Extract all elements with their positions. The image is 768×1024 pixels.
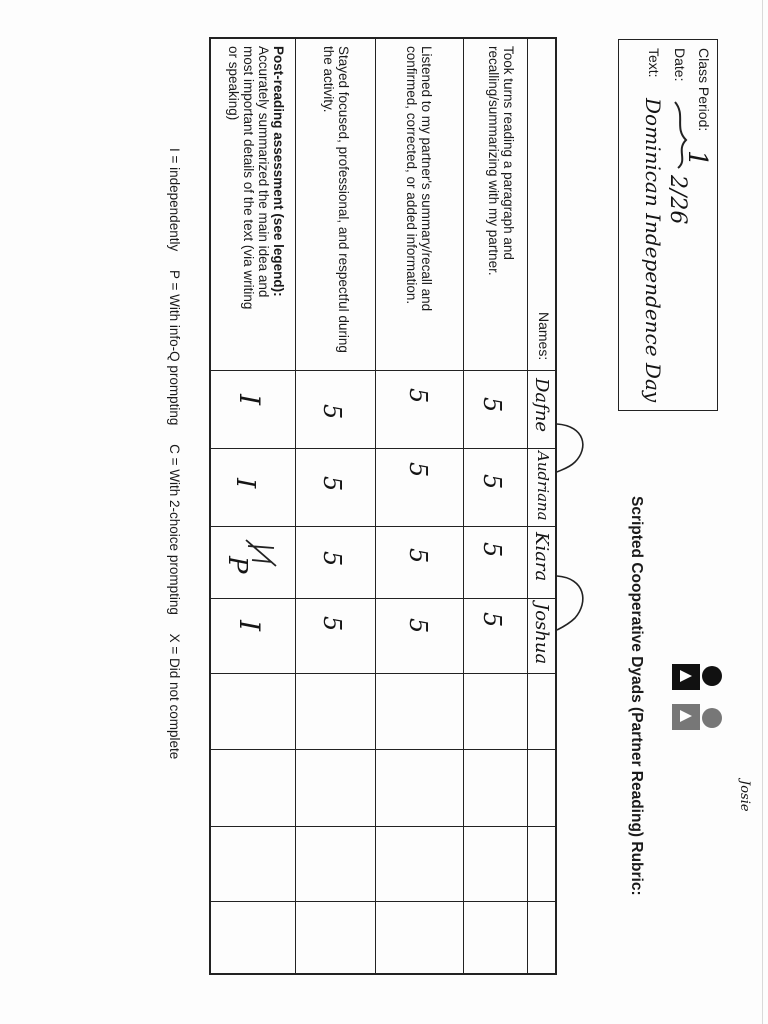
names-label: Names: (536, 312, 552, 361)
student-name: Joshua (531, 603, 552, 665)
legend: I = independently P = With info-Q prompting C = With 2-choice prompting X = Did not complete (167, 148, 182, 760)
criterion-text: Stayed focused, professional, and respectful during the activity. (321, 46, 351, 353)
class-period-value: 1 (682, 150, 712, 167)
score-cell: 5 (478, 397, 506, 413)
criterion-text: Listened to my partner's summary/recall and confirmed, corrected, or added information. (404, 46, 434, 312)
score-cell: 5 (318, 404, 346, 420)
score-cell: I (233, 620, 266, 632)
score-cell: I (233, 394, 266, 406)
crossed-out-mark (244, 538, 278, 568)
score-cell: 5 (404, 388, 432, 404)
pair-bracket (555, 420, 595, 480)
student-name: Kiara (531, 532, 552, 582)
class-period-label: Class Period: (696, 48, 712, 132)
score-cell: 5 (404, 462, 432, 478)
pair-bracket (555, 572, 595, 636)
assessment-heading: Post-reading assessment (see legend): (271, 46, 286, 297)
student-name: Dafne (531, 378, 552, 433)
rubric-title: Scripted Cooperative Dyads (Partner Reading) Rubric: (628, 496, 645, 896)
score-cell: 5 (478, 612, 506, 628)
text-label: Text: (646, 48, 662, 78)
scribble-mark (672, 100, 692, 170)
score-cell: P (222, 556, 252, 574)
corner-note: Josie (737, 780, 752, 812)
cooperative-dyads-icon (668, 658, 730, 738)
score-cell: 5 (478, 474, 506, 490)
text-value: Dominican Independence Day (641, 98, 665, 403)
date-label: Date: (672, 48, 688, 82)
student-name: Audriana (534, 451, 552, 521)
score-cell: I (230, 478, 260, 489)
score-cell: 5 (318, 476, 346, 492)
criterion-text: Took turns reading a paragraph and recalling/summarizing with my partner. (486, 46, 516, 276)
score-cell: 5 (318, 551, 346, 567)
page-edge (762, 0, 763, 1024)
score-cell: 5 (478, 542, 506, 558)
criterion-text: Post-reading assessment (see legend): Accurately summarized the main idea and most important details of the text (via writing or speaking) (226, 46, 286, 310)
date-value: 2/26 (665, 175, 690, 225)
score-cell: 5 (404, 548, 432, 564)
score-cell: 5 (404, 618, 432, 634)
score-cell: 5 (318, 616, 346, 632)
